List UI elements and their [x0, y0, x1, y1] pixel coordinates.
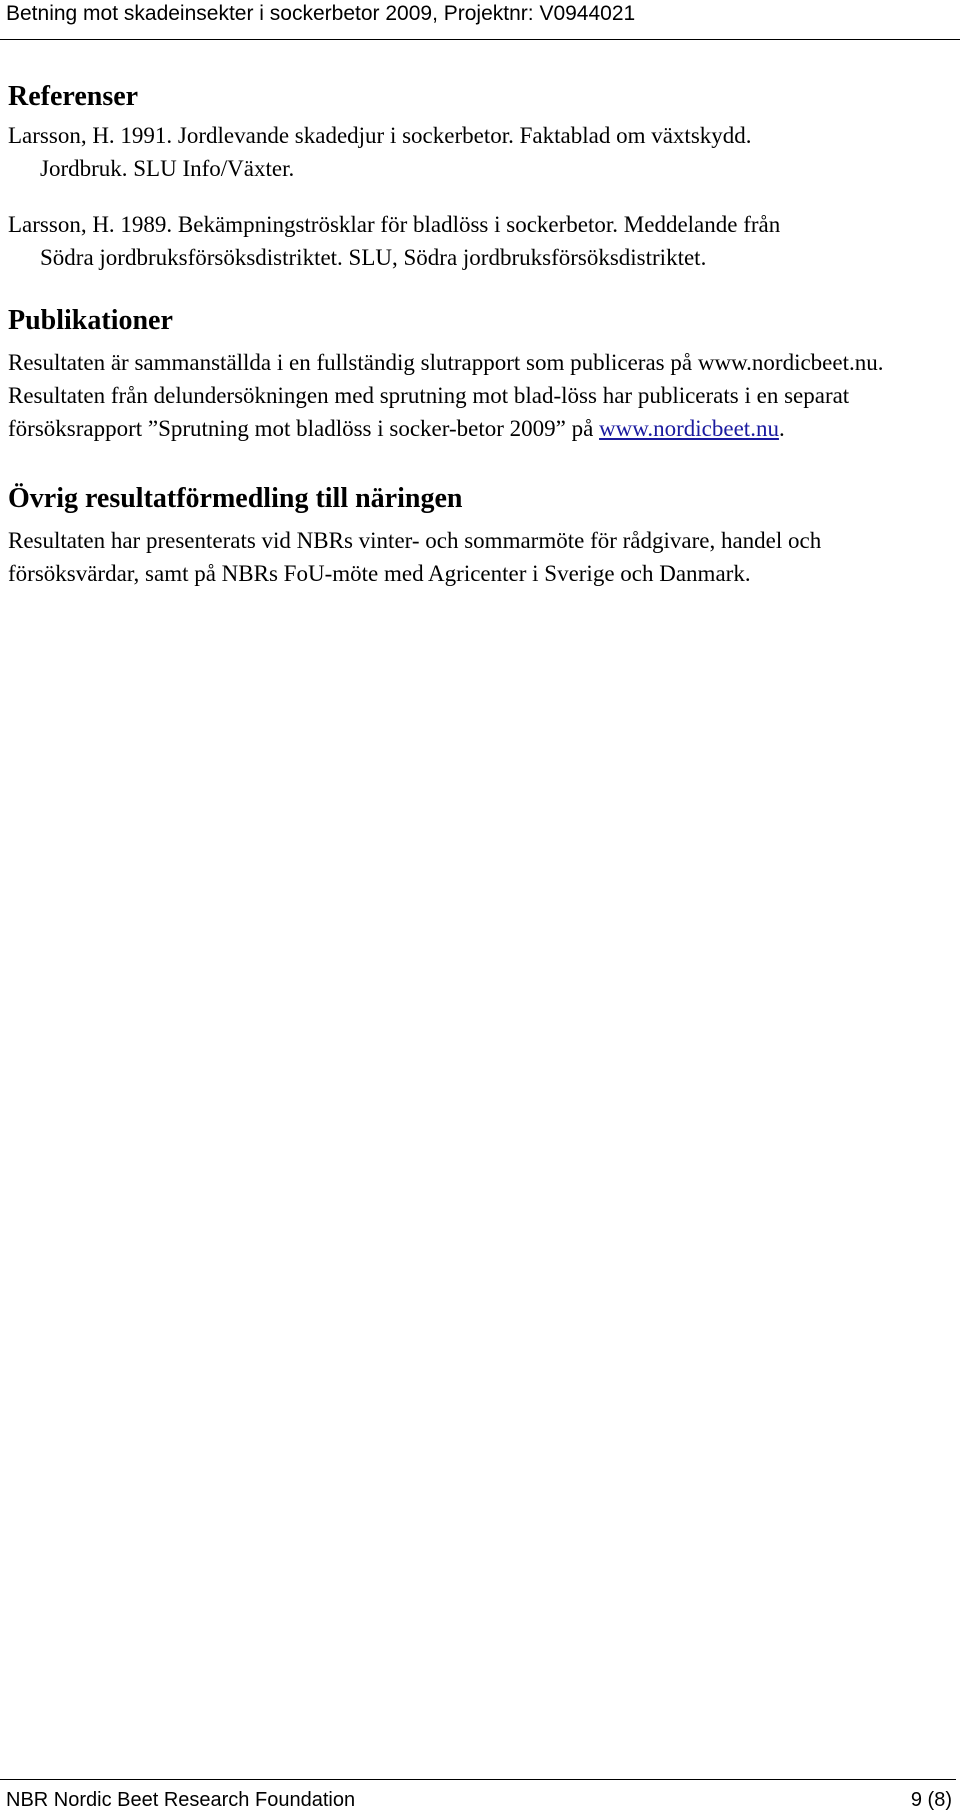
- reference-item: Larsson, H. 1989. Bekämpningströsklar för bladlöss i sockerbetor. Meddelande från Södra jordbruksförsöksdistriktet. SLU, Södra jordbruksförsöksdistriktet.: [8, 212, 781, 270]
- page-content: [8, 80, 908, 590]
- footer-organization: NBR Nordic Beet Research Foundation: [6, 1789, 356, 1811]
- page-number: 9 (8): [910, 1789, 952, 1811]
- publications-paragraph: [8, 346, 908, 445]
- running-header: [0, 0, 960, 40]
- document-title: Betning mot skadeinsekter i sockerbetor 2009, Projektnr: V0944021: [6, 2, 636, 25]
- running-footer: [0, 1779, 956, 1817]
- dissemination-paragraph: Resultaten har presenterats vid NBRs vinter- och sommarmöte för rådgivare, handel och försöksvärdar, samt på NBRs FoU-möte med Agricenter i Sverige och Danmark.: [8, 528, 822, 586]
- publications-text-end: .: [778, 416, 785, 441]
- nordicbeet-link[interactable]: www.nordicbeet.nu: [599, 416, 779, 441]
- publications-text: Resultaten är sammanställda i en fullständig slutrapport som publiceras på www.nordicbeet.nu. Resultaten från delundersökningen med sprutning mot blad-löss har publicerats i en separat försöksrapport ”Sprutning mot bladlöss i socker-betor 2009” på: [8, 350, 884, 441]
- dissemination-heading: Övrig resultatförmedling till näringen: [8, 483, 463, 514]
- references-heading: Referenser: [8, 81, 139, 112]
- publications-heading: Publikationer: [8, 305, 173, 336]
- reference-item: Larsson, H. 1991. Jordlevande skadedjur i sockerbetor. Faktablad om växtskydd. Jordbruk. SLU Info/Växter.: [8, 123, 752, 181]
